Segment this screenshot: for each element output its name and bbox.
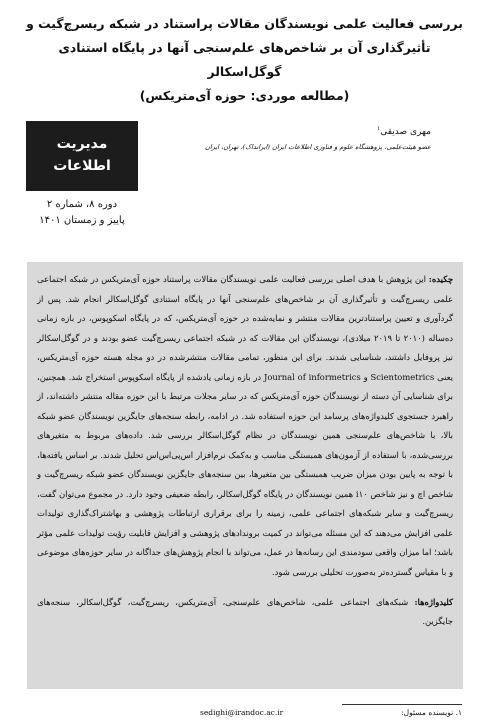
- abstract-label: چکیده:: [428, 274, 454, 284]
- abstract-text: این پژوهش با هدف اصلی بررسی فعالیت علمی نویسندگان مقالات پراستناد حوزه آی‌متریکس در شبکه اجتماعی علمی ریسرچ‌گیت و تأثیرگذاری آن بر شاخص‌های علم‌سنجی آنها در پایگاه استنادی گوگل‌اسکالر انجام شد. پس از گردآوری و تعیین پراستنادترین مقالات منتشر و نمایه‌شده در حوزه آی‌متریکس، که در پایگاه اسکوپوس، در بازه زمانی ده‌ساله (۲۰۱۰ تا ۲۰۱۹ میلادی)، نویسندگان این مقالات که در شبکه اجتماعی ریسرچ‌گیت عضو بودند و در گوگل‌اسکالر نیز پروفایل داشتند، شناسایی شدند. برای این منظور، تمامی مقالات منتشرشده در دو مجله هسته حوزه آی‌متریکس، یعنی Scientometrics و Journal of informetrics در بازه زمانی یادشده از پایگاه اسکوپوس استخراج شد. همچنین، برای شناسایی آن دسته از نویسندگان حوزه آی‌متریکس که در سایر مجلات مرتبط با این حوزه مقاله منتشر داشته‌اند، از راهبرد جستجوی کلیدواژه‌های پرسامد این حوزه استفاده شد. در ادامه، رابطه سنجه‌های جایگزین نویسندگان عضو شبکه بالا، با شاخص‌های علم‌سنجی همین نویسندگان در نظام گوگل‌اسکالر بررسی شد. داده‌های مربوط به متغیرهای بررسی‌شده، با استفاده از آزمون‌های همبستگی مناسب و به‌کمک نرم‌افزار اس‌پی‌اس‌اس تحلیل شدند. بر اساس یافته‌ها، با توجه به پایین بودن میزان ضریب همبستگی بین متغیرها، بین سنجه‌های جایگزین نویسندگان عضو شبکه ریسرچ‌گیت و شاخص اچ و نیز شاخص i۱۰ همین نویسندگان در پایگاه گوگل‌اسکالر، رابطه ضعیفی وجود دارد. در مجموع می‌توان گفت، ریسرچ‌گیت و سایر شبکه‌های اجتماعی علمی، زمینه را برای برقراری ارتباطات پژوهشی و بهاشتراک‌گذاری تولیدات علمی افزایش می‌دهند که این مسئله می‌تواند در کمیت بروندادهای پژوهشی و افزایش قابلیت رؤیت تولیدات علمی مؤثر باشد؛ اما میزان واقعی سودمندی این رسانه‌ها در عمل، می‌تواند با انجام پژوهش‌های جداگانه در سایر حوزه‌های موضوعی و با مقیاس گسترده‌تر به‌صورت تحلیلی بررسی شود.: [37, 274, 453, 577]
- article-title: [20, 12, 469, 108]
- issue-info: [26, 197, 138, 229]
- keywords-label: کلیدواژه‌ها:: [414, 597, 453, 607]
- title-line-1: بررسی فعالیت علمی نویسندگان مقالات پراستناد در شبکه ریسرچ‌گیت و: [26, 16, 463, 31]
- author-footnote-mark: ۱: [377, 125, 381, 132]
- keywords: [37, 593, 453, 631]
- title-line-2: تأثیرگذاری آن بر شاخص‌های علم‌سنجی آنها در پایگاه استنادی گوگل‌اسکالر: [58, 40, 431, 79]
- footnote-label: ۱. نویسنده مسئول:: [401, 708, 462, 717]
- abstract-box: [27, 262, 463, 689]
- issue-season: پاییز و زمستان ۱۴۰۱: [39, 215, 125, 226]
- keywords-text: شبکه‌های اجتماعی علمی، شاخص‌های علم‌سنجی، آی‌متریکس، ریسرچ‌گیت، گوگل‌اسکالر، سنجه‌های جایگزین.: [37, 597, 453, 626]
- journal-name-line-2: اطلاعات: [53, 158, 111, 174]
- footnote-email[interactable]: sedighi@irandoc.ac.ir: [200, 708, 284, 717]
- abstract: [37, 270, 453, 582]
- footnote-divider: [342, 704, 462, 705]
- footnote: [200, 708, 462, 718]
- author-name: [131, 125, 431, 137]
- title-line-3: (مطالعه موردی: حوزه آی‌متریکس): [139, 88, 350, 103]
- author-name-text: مهری صدیقی: [380, 127, 431, 137]
- author-affiliation: عضو هیئت‌علمی، پژوهشگاه علوم و فناوری اطلاعات ایران (ایرانداک)، تهران، ایران: [205, 143, 431, 151]
- journal-logo-box: [26, 121, 138, 191]
- journal-name-line-1: مدیریت: [56, 136, 108, 152]
- volume-number: دوره ۸، شماره ۲: [46, 199, 118, 210]
